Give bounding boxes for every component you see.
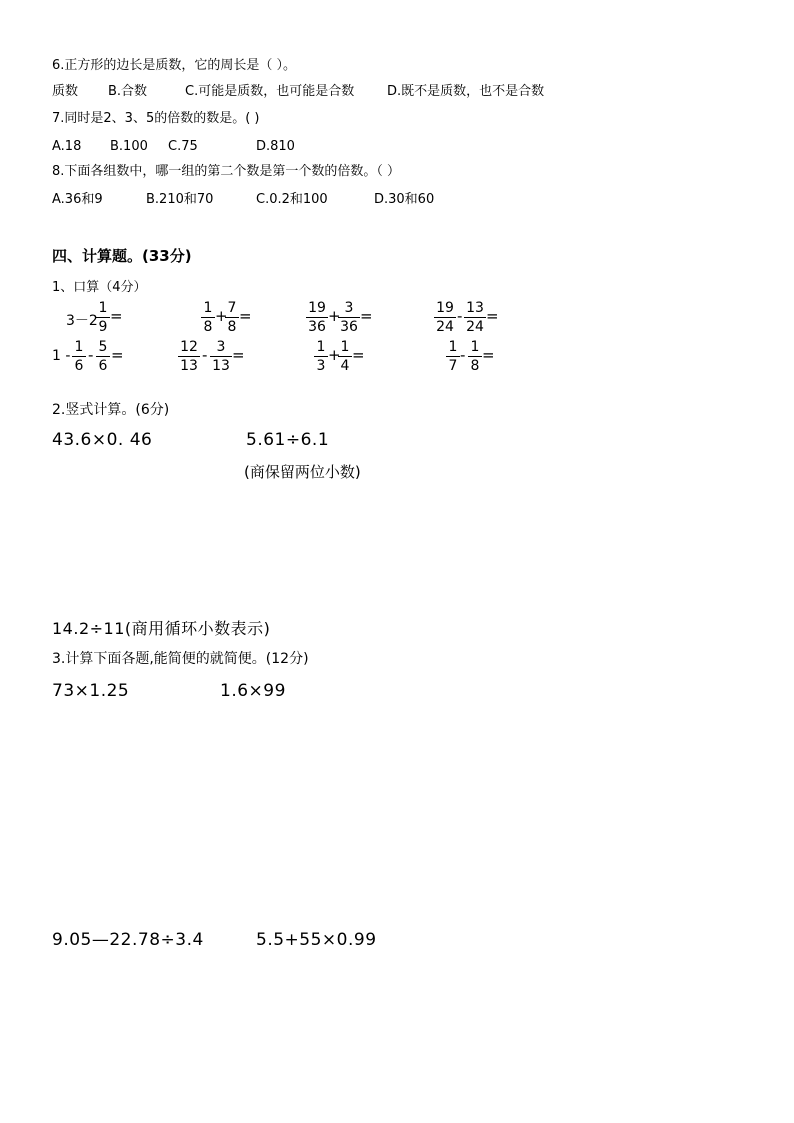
question-7-stem: 7.同时是2、3、5的倍数的数是。( )	[52, 111, 260, 126]
mental-item-7-equals: =	[352, 346, 365, 364]
section-4-heading: 四、计算题。(33分)	[52, 247, 192, 265]
mental-item-3-operator: +	[328, 307, 341, 325]
q7-option-c: C.75	[168, 139, 198, 154]
question-6-stem: 6.正方形的边长是质数，它的周长是（ ）。	[52, 58, 297, 73]
part-3-title: 3.计算下面各题,能简便的就简便。(12分)	[52, 651, 309, 667]
question-8-stem: 8.下面各组数中，哪一组的第二个数是第一个数的倍数。（ ）	[52, 164, 401, 179]
mental-item-8-fraction-1: 1 7	[446, 339, 460, 374]
mental-item-1-fraction: 1 9	[96, 300, 110, 335]
mental-item-8-operator: -	[460, 346, 466, 364]
mental-item-6-equals: =	[232, 346, 245, 364]
mental-item-5-operator: -	[88, 346, 94, 364]
mental-item-4-operator: -	[457, 307, 463, 325]
mental-item-5-fraction-1: 1 6	[72, 339, 86, 374]
mental-item-1-lead: 3－2	[66, 313, 98, 329]
q8-option-b: B.210和70	[146, 192, 214, 207]
mental-item-3-fraction-1: 19 36	[306, 300, 328, 335]
calc-item-4: 5.5+55×0.99	[256, 930, 377, 950]
mental-item-4-fraction-1: 19 24	[434, 300, 456, 335]
part-1-title: 1、口算（4分）	[52, 280, 147, 295]
q6-option-b: B.合数	[108, 84, 148, 99]
mental-item-1-equals: =	[110, 307, 123, 325]
mental-item-2-fraction-2: 7 8	[225, 300, 239, 335]
mental-item-2-equals: =	[239, 307, 252, 325]
vertical-calc-3: 14.2÷11(商用循环小数表示)	[52, 619, 271, 638]
calc-item-1: 73×1.25	[52, 681, 130, 701]
mental-item-4-equals: =	[486, 307, 499, 325]
vertical-calc-2-note: (商保留两位小数)	[244, 463, 361, 481]
mental-item-6-fraction-1: 12 13	[178, 339, 200, 374]
mental-item-6-fraction-2: 3 13	[210, 339, 232, 374]
vertical-calc-1: 43.6×0. 46	[52, 430, 153, 450]
mental-item-3-fraction-2: 3 36	[338, 300, 360, 335]
part-2-title: 2.竖式计算。(6分)	[52, 402, 170, 418]
q7-option-a: A.18	[52, 139, 82, 154]
q8-option-d: D.30和60	[374, 192, 435, 207]
mental-item-8-equals: =	[482, 346, 495, 364]
mental-item-5-lead: 1 -	[52, 348, 71, 364]
mental-item-3-equals: =	[360, 307, 373, 325]
vertical-calc-2: 5.61÷6.1	[246, 430, 330, 450]
mental-item-5-fraction-2: 5 6	[96, 339, 110, 374]
q8-option-c: C.0.2和100	[256, 192, 328, 207]
mental-item-5-equals: =	[111, 346, 124, 364]
mental-item-2-operator: +	[215, 307, 228, 325]
q7-option-b: B.100	[110, 139, 148, 154]
q7-option-d: D.810	[256, 139, 295, 154]
mental-item-7-fraction-1: 1 3	[314, 339, 328, 374]
calc-item-3: 9.05—22.78÷3.4	[52, 930, 204, 950]
mental-item-6-operator: -	[202, 346, 208, 364]
q6-option-d: D.既不是质数，也不是合数	[387, 84, 545, 99]
q6-option-a: 质数	[52, 84, 79, 99]
q6-option-c: C.可能是质数，也可能是合数	[185, 84, 355, 99]
calc-item-2: 1.6×99	[220, 681, 286, 701]
mental-item-2-fraction-1: 1 8	[201, 300, 215, 335]
mental-item-8-fraction-2: 1 8	[468, 339, 482, 374]
mental-item-4-fraction-2: 13 24	[464, 300, 486, 335]
mental-item-7-fraction-2: 1 4	[338, 339, 352, 374]
q8-option-a: A.36和9	[52, 192, 103, 207]
mental-item-7-operator: +	[328, 346, 341, 364]
